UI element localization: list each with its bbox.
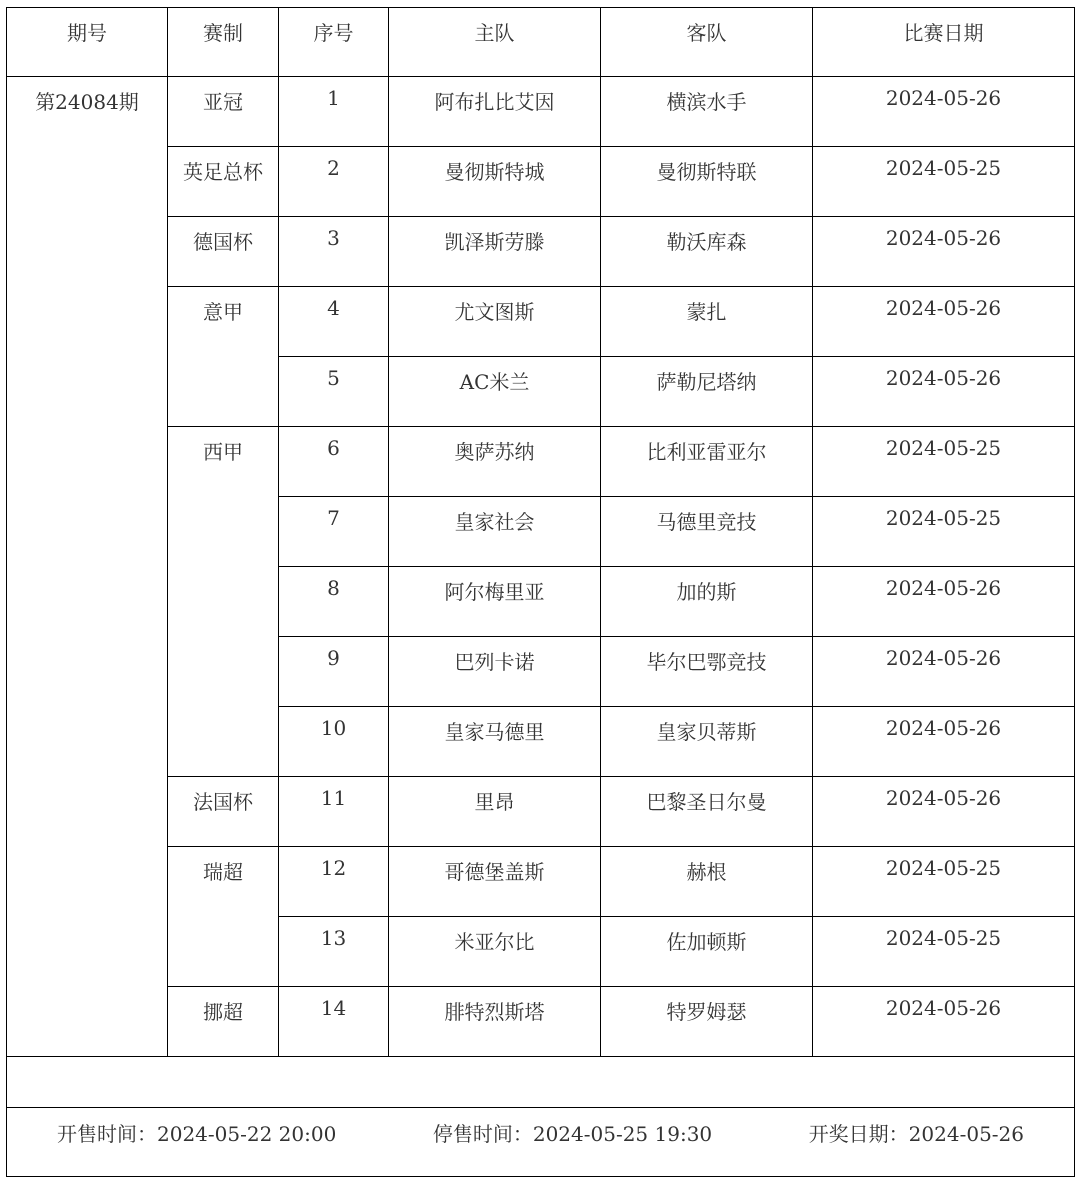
spacer-row [7,1057,1075,1108]
home-team: 腓特烈斯塔 [389,987,601,1057]
match-schedule-table [6,7,1075,1177]
match-number: 3 [279,217,389,287]
away-team: 马德里竞技 [601,497,813,567]
match-date: 2024-05-25 [813,917,1075,987]
away-team: 特罗姆瑟 [601,987,813,1057]
home-team: 巴列卡诺 [389,637,601,707]
table-row [7,287,1075,357]
competition-cell: 意甲 [168,287,279,427]
match-date: 2024-05-25 [813,427,1075,497]
competition-cell: 法国杯 [168,777,279,847]
match-date: 2024-05-25 [813,497,1075,567]
home-team: 皇家社会 [389,497,601,567]
away-team: 比利亚雷亚尔 [601,427,813,497]
match-date: 2024-05-25 [813,847,1075,917]
home-team: 曼彻斯特城 [389,147,601,217]
competition-cell: 英足总杯 [168,147,279,217]
match-date: 2024-05-26 [813,77,1075,147]
table-row [7,987,1075,1057]
home-team: 阿尔梅里亚 [389,567,601,637]
match-date: 2024-05-26 [813,567,1075,637]
away-team: 勒沃库森 [601,217,813,287]
match-date: 2024-05-26 [813,217,1075,287]
header-match-date: 比赛日期 [813,8,1075,77]
away-team: 蒙扎 [601,287,813,357]
table-row [7,147,1075,217]
home-team: 奥萨苏纳 [389,427,601,497]
away-team: 加的斯 [601,567,813,637]
header-competition: 赛制 [168,8,279,77]
match-date: 2024-05-26 [813,637,1075,707]
away-team: 佐加顿斯 [601,917,813,987]
match-number: 12 [279,847,389,917]
table-row [7,427,1075,497]
home-team: 阿布扎比艾因 [389,77,601,147]
match-date: 2024-05-26 [813,777,1075,847]
footer-row [7,1108,1075,1177]
table-row [7,77,1075,147]
match-number: 10 [279,707,389,777]
match-date: 2024-05-25 [813,147,1075,217]
empty-cell [7,1057,1075,1108]
match-number: 13 [279,917,389,987]
match-number: 6 [279,427,389,497]
sale-start-time: 开售时间：2024-05-22 20:00 [57,1122,337,1146]
away-team: 曼彻斯特联 [601,147,813,217]
table-row [7,217,1075,287]
match-date: 2024-05-26 [813,987,1075,1057]
away-team: 横滨水手 [601,77,813,147]
away-team: 萨勒尼塔纳 [601,357,813,427]
header-period: 期号 [7,8,168,77]
match-number: 7 [279,497,389,567]
home-team: 尤文图斯 [389,287,601,357]
footer-info [7,1118,1074,1147]
match-number: 11 [279,777,389,847]
header-row [7,8,1075,77]
home-team: 皇家马德里 [389,707,601,777]
match-number: 9 [279,637,389,707]
competition-cell: 亚冠 [168,77,279,147]
competition-cell: 西甲 [168,427,279,777]
away-team: 皇家贝蒂斯 [601,707,813,777]
home-team: AC米兰 [389,357,601,427]
home-team: 哥德堡盖斯 [389,847,601,917]
match-date: 2024-05-26 [813,707,1075,777]
table-row [7,777,1075,847]
header-home-team: 主队 [389,8,601,77]
competition-cell: 瑞超 [168,847,279,987]
match-date: 2024-05-26 [813,357,1075,427]
away-team: 赫根 [601,847,813,917]
away-team: 巴黎圣日尔曼 [601,777,813,847]
header-away-team: 客队 [601,8,813,77]
match-number: 8 [279,567,389,637]
competition-cell: 挪超 [168,987,279,1057]
match-number: 5 [279,357,389,427]
home-team: 米亚尔比 [389,917,601,987]
home-team: 里昂 [389,777,601,847]
match-number: 14 [279,987,389,1057]
draw-date: 开奖日期：2024-05-26 [808,1122,1024,1146]
match-number: 2 [279,147,389,217]
table-row [7,847,1075,917]
match-date: 2024-05-26 [813,287,1075,357]
footer-cell [7,1108,1075,1177]
away-team: 毕尔巴鄂竞技 [601,637,813,707]
match-number: 1 [279,77,389,147]
match-number: 4 [279,287,389,357]
sale-stop-time: 停售时间：2024-05-25 19:30 [432,1122,713,1146]
header-number: 序号 [279,8,389,77]
period-cell: 第24084期 [7,77,168,1057]
home-team: 凯泽斯劳滕 [389,217,601,287]
competition-cell: 德国杯 [168,217,279,287]
